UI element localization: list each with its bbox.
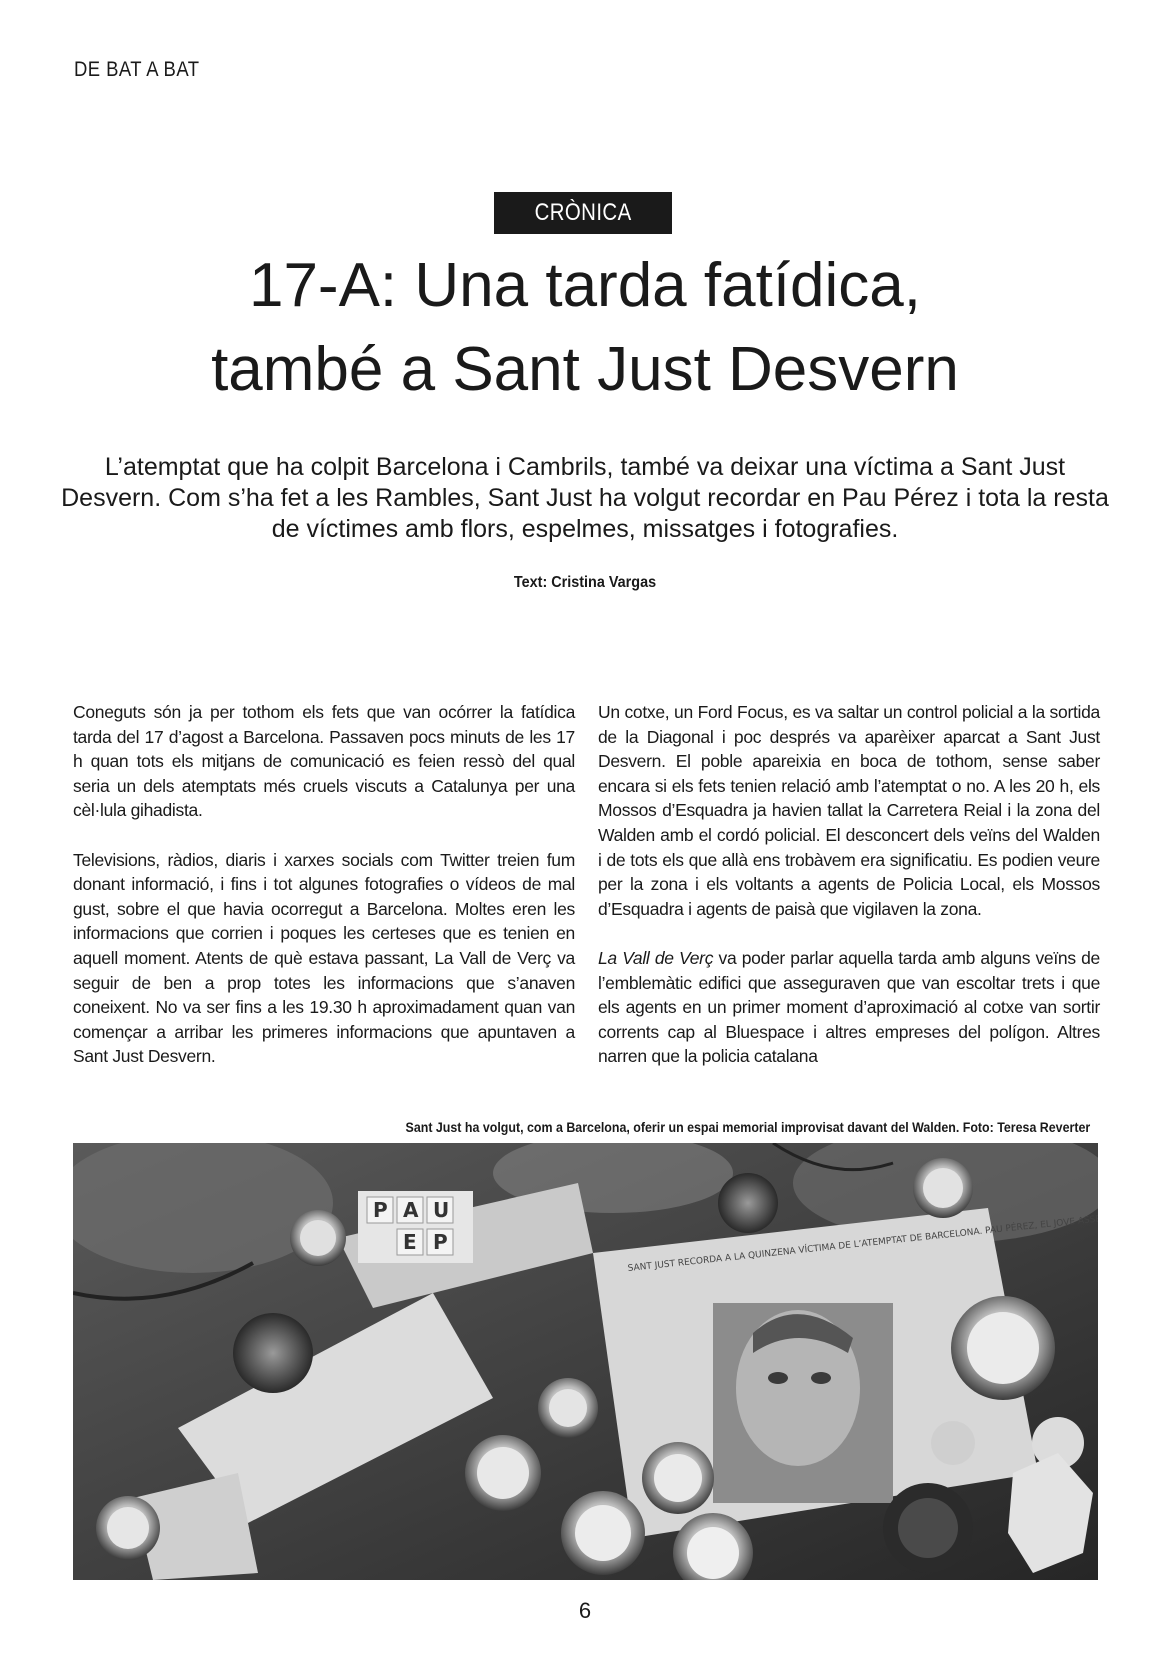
body-paragraph-text: va poder parlar aquella tarda amb alguns veïns de l’emblemàtic edifici que asseguraven que van escoltar trets i que els agents en un primer moment d’aproximació al cotxe van sortir corrents cap al Bluespace i altres empreses del polígon. Altres narren que la policia catalana bbox=[598, 947, 1100, 1067]
article-lead: L’atemptat que ha colpit Barcelona i Cambrils, també va deixar una víctima a Sant Just Desvern. Com s’ha fet a les Rambles, Sant Just ha volgut recordar en Pau Pérez i tota la resta de víctimes amb flors, espelmes, missatges i fotografies. bbox=[61, 453, 1109, 543]
tile-letter: E bbox=[403, 1230, 417, 1254]
tile-letter: U bbox=[433, 1198, 450, 1222]
publication-name: La Vall de Verç bbox=[598, 947, 714, 968]
photo-caption-text: Sant Just ha volgut, com a Barcelona, oferir un espai memorial improvisat davant del Walden. Foto: Teresa Reverter bbox=[405, 1120, 1090, 1135]
body-column-left bbox=[73, 700, 575, 1094]
tile-letter: A bbox=[403, 1198, 419, 1222]
body-paragraph: Un cotxe, un Ford Focus, es va saltar un control policial a la sortida de la Diagonal i poc després va aparèixer aparcat a Sant Just Desvern. El poble apareixia en boca de tothom, sense saber encara si els fets tenien relació amb l’atemptat o no. A les 20 h, els Mossos d’Esquadra ja havien tallat la Carretera Reial i la zona del Walden amb el cordó policial. El desconcert dels veïns del Walden i de tots els que allà ens trobàvem era significatiu. Es podien veure per la zona i els voltants a agents de Policia Local, els Mossos d’Esquadra i agents de paisà que vigilaven la zona. bbox=[598, 702, 1100, 919]
memorial-photo bbox=[73, 1143, 1098, 1580]
tile-letter: P bbox=[373, 1198, 388, 1222]
page-number: 6 bbox=[578, 1598, 592, 1623]
title-line-2: també a Sant Just Desvern bbox=[211, 335, 959, 404]
section-label: DE BAT A BAT bbox=[74, 58, 200, 81]
body-paragraph bbox=[598, 946, 1100, 1069]
category-tag-label: CRÒNICA bbox=[534, 199, 632, 226]
byline bbox=[0, 574, 1170, 592]
body-paragraph: Coneguts són ja per tothom els fets que van ocórrer la fatídica tarda del 17 d’agost a Barcelona. Passaven pocs minuts de les 17 h quan tots els mitjans de comunicació es feien ressò del qual seria un dels atemptats més cruels viscuts a Catalunya per una cèl·lula gihadista. bbox=[73, 702, 575, 821]
memorial-note-text: SANT JUST RECORDA A LA QUINZENA VÍCTIMA DE L’ATEMPTAT DE BARCELONA. PAU PÉREZ, EL JOVE ASSESSINAT bbox=[627, 1210, 1098, 1274]
title-line-1: 17-A: Una tarda fatídica, bbox=[248, 251, 922, 320]
tile-letter: P bbox=[433, 1230, 448, 1254]
category-tag bbox=[494, 192, 672, 234]
photo-caption bbox=[346, 1120, 1090, 1135]
body-column-right bbox=[598, 700, 1100, 1094]
byline-text: Text: Cristina Vargas bbox=[513, 574, 657, 591]
memorial-photo-illustration bbox=[73, 1143, 1098, 1580]
body-paragraph: Televisions, ràdios, diaris i xarxes socials com Twitter treien fum donant informació, i fins i tot algunes fotografies o vídeos de mal gust, sobre el que havia ocorregut a Barcelona. Moltes eren les informacions que corrien i poques les certeses que es tenien en aquell moment. Atents de què estava passant, La Vall de Verç va seguir de ben a prop totes les informacions que s’anaven coneixent. No va ser fins a les 19.30 h aproximadament quan van començar a arribar les primeres informacions que apuntaven a Sant Just Desvern. bbox=[73, 849, 575, 1067]
article-title bbox=[0, 244, 1170, 412]
